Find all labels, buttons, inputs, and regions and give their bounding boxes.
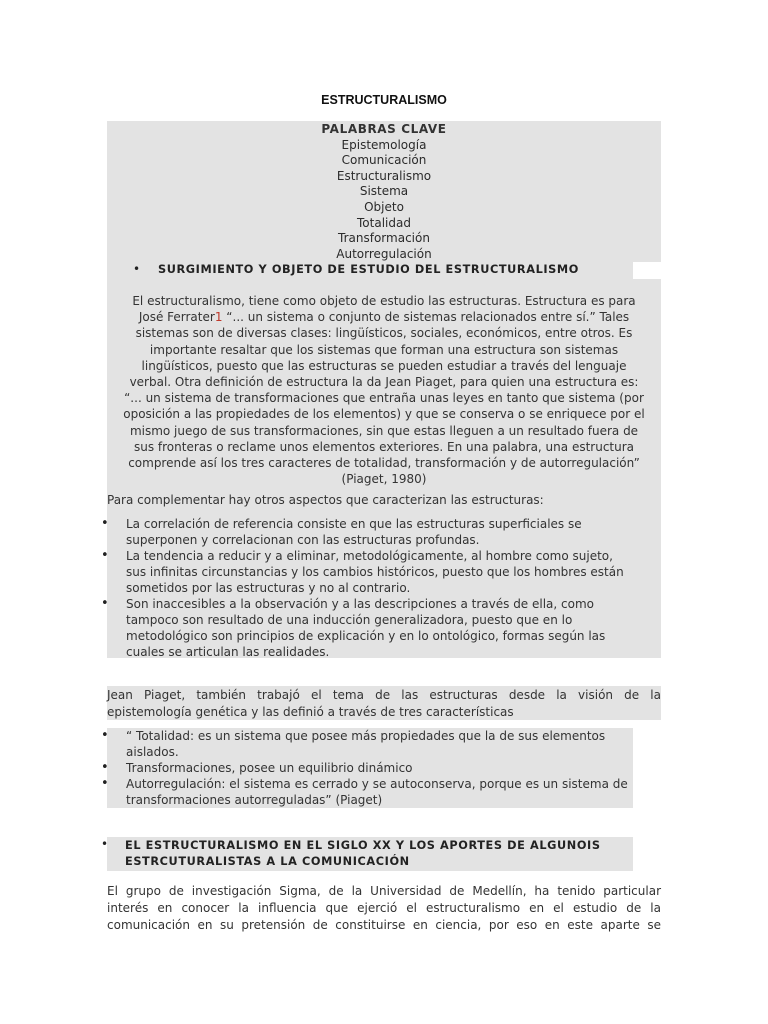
list-item: • Autorregulación: el sistema es cerrado y se autoconserva, porque es un sistema de transformaciones autorreguladas” (Piaget) (101, 776, 631, 808)
paragraph-line: comunicación en su pretensión de constituirse en ciencia, por eso en este aparte se (107, 917, 661, 932)
keyword-item: Totalidad (357, 215, 411, 230)
piaget-characteristics-list (101, 728, 631, 808)
paragraph-line: verbal. Otra definición de estructura la da Jean Piaget, para quien una estructura es: (129, 375, 639, 390)
paragraph-line (108, 309, 660, 325)
paragraph-line: Jean Piaget, también trabajó el tema de las estructuras desde la visión de la (107, 688, 661, 702)
keyword-item: Transformación (338, 231, 430, 246)
list-item: • Transformaciones, posee un equilibrio dinámico (101, 760, 631, 776)
section1-paragraph (108, 293, 660, 487)
keyword-item: Sistema (359, 184, 409, 199)
paragraph-line: interés en conocer la influencia que ejerció el estructuralismo en el estudio de la (107, 900, 661, 915)
author-name: José Ferrater (138, 310, 215, 325)
keyword-item: Autorregulación (336, 246, 432, 261)
paragraph-line: sus fronteras o reclame unos elementos exteriores. En una palabra, una estructura (133, 439, 635, 454)
paragraph-line: importante resaltar que los sistemas que forman una estructura son sistemas (149, 342, 619, 357)
list-item: • “ Totalidad: es un sistema que posee más propiedades que la de sus elementos aislados. (101, 728, 631, 760)
paragraph-line: comprende así los tres caracteres de totalidad, transformación y de autorregulación” (128, 456, 640, 471)
piaget-paragraph (107, 687, 661, 720)
section2-paragraph (107, 883, 661, 933)
paragraph-line: El grupo de investigación Sigma, de la Universidad de Medellín, ha tenido particular (107, 884, 661, 898)
bullet-icon: • (101, 837, 109, 851)
paragraph-line: epistemología genética y las definió a través de tres características (107, 704, 514, 719)
section1-heading: SURGIMIENTO Y OBJETO DE ESTUDIO DEL ESTRUCTURALISMO (158, 263, 579, 276)
keyword-item: Comunicación (341, 153, 427, 168)
paragraph-line: mismo juego de sus transformaciones, sin que estas lleguen a un resultado fuera de (129, 423, 639, 438)
paragraph-line: (Piaget, 1980) (341, 472, 427, 487)
paragraph-line: El estructuralismo, tiene como objeto de estudio las estructuras. Estructura es para (132, 294, 636, 308)
keyword-item: Epistemología (341, 137, 427, 152)
characteristics-list (101, 516, 631, 660)
bullet-icon: • (133, 262, 141, 276)
footnote-reference[interactable]: 1 (214, 310, 223, 325)
paragraph-line: “... un sistema de transformaciones que entraña unas leyes en tanto que sistema (por (124, 391, 644, 406)
complement-intro: Para complementar hay otros aspectos que caracterizan las estructuras: (107, 493, 544, 507)
quote-text: “... un sistema o conjunto de sistemas relacionados entre sí.” Tales (226, 310, 630, 325)
document-title: ESTRUCTURALISMO (321, 93, 447, 107)
list-item: • Son inaccesibles a la observación y a las descripciones a través de ella, como tampoco son resultado de una inducción generalizadora, puesto que en lo metodológico son principios de explicación y en lo ontológico, formas según las cuales se articulan las realidades. (101, 596, 631, 660)
paragraph-line: sistemas son de diversas clases: lingüísticos, sociales, económicos, entre otros. Es (135, 326, 633, 341)
keywords-heading: PALABRAS CLAVE (321, 122, 447, 136)
list-item: • La tendencia a reducir y a eliminar, metodológicamente, al hombre como sujeto, sus infinitas circunstancias y los cambios históricos, puesto que los hombres están sometidos por las estructuras y no al contrario. (101, 548, 631, 596)
keywords-block (107, 122, 661, 262)
paragraph-line: oposición a las propiedades de los elementos) y que se conserva o se enriquece por el (123, 407, 645, 422)
paragraph-line: lingüísticos, puesto que las estructuras se pueden estudiar a través del lenguaje (141, 358, 627, 373)
keyword-item: Objeto (364, 199, 404, 214)
keyword-item: Estructuralismo (336, 168, 432, 183)
section2-heading: EL ESTRUCTURALISMO EN EL SIGLO XX Y LOS APORTES DE ALGUNOIS ESTRCUTURALISTAS A LA COMUNICACIÓN (125, 839, 601, 868)
list-item: • La correlación de referencia consiste en que las estructuras superficiales se superponen y correlacionan con las estructuras profundas. (101, 516, 631, 548)
